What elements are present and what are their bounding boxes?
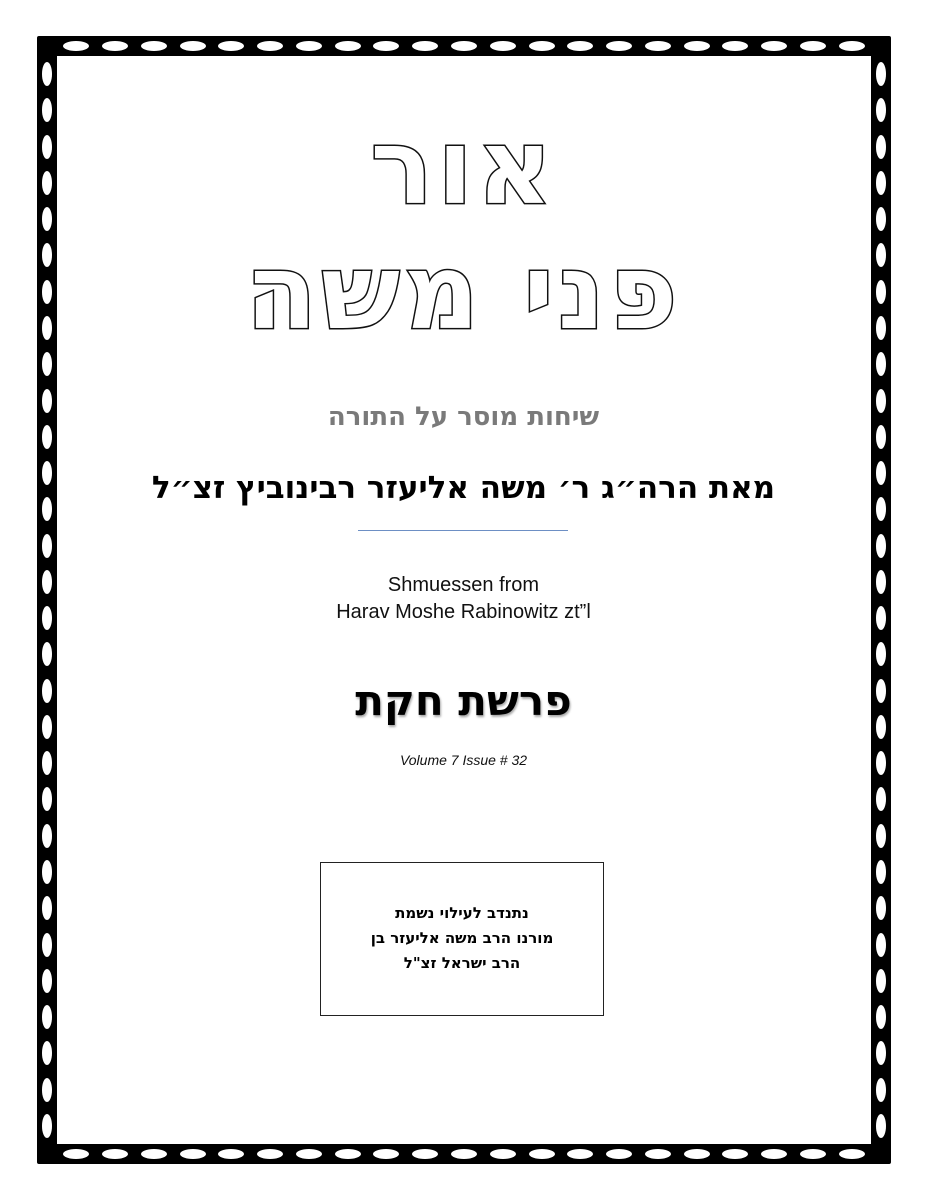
- border-dot: [296, 41, 322, 51]
- volume-issue: Volume 7 Issue # 32: [399, 752, 528, 768]
- dedication-line-2: מורנו הרב משה אליעזר בן: [370, 929, 554, 947]
- parsha-title: פרשת חקת: [355, 676, 572, 725]
- border-dot: [335, 41, 361, 51]
- title-line-2: פני משה: [245, 231, 682, 353]
- border-dot: [876, 534, 886, 558]
- border-dot: [529, 1149, 555, 1159]
- border-dot: [839, 41, 865, 51]
- border-dot: [761, 41, 787, 51]
- border-dot: [876, 62, 886, 86]
- border-dot: [451, 1149, 477, 1159]
- border-dot: [42, 933, 52, 957]
- border-dot: [645, 41, 671, 51]
- border-dot: [876, 824, 886, 848]
- english-subtitle: [0, 572, 927, 626]
- dedication-line-3: הרב ישראל זצ"ל: [403, 954, 521, 972]
- title-line-1: אור: [370, 106, 557, 228]
- border-dot: [42, 62, 52, 86]
- dedication-box: [320, 862, 604, 1016]
- border-dot: [876, 1078, 886, 1102]
- border-dot: [42, 1114, 52, 1138]
- border-dot: [606, 1149, 632, 1159]
- border-dot: [257, 41, 283, 51]
- divider-line: [358, 530, 568, 531]
- border-dot: [296, 1149, 322, 1159]
- dedication-line-1: נתנדב לעילוי נשמת: [395, 904, 529, 922]
- subtitle: שיחות מוסר על התורה: [327, 402, 600, 432]
- border-dot: [141, 41, 167, 51]
- border-dot: [335, 1149, 361, 1159]
- border-dot: [42, 824, 52, 848]
- border-dot: [490, 1149, 516, 1159]
- border-dot: [684, 1149, 710, 1159]
- english-line-2: Harav Moshe Rabinowitz zt”l: [336, 601, 591, 623]
- author-line: מאת הרה״ג ר׳ משה אליעזר רבינוביץ זצ״ל: [151, 470, 776, 506]
- border-dot: [606, 41, 632, 51]
- border-dot: [102, 41, 128, 51]
- border-dot: [42, 1078, 52, 1102]
- border-dot: [876, 1005, 886, 1029]
- border-dot: [800, 41, 826, 51]
- border-dot: [42, 1005, 52, 1029]
- border-dot: [180, 1149, 206, 1159]
- border-dot: [839, 1149, 865, 1159]
- english-line-1: Shmuessen from: [387, 574, 540, 596]
- border-dot: [529, 41, 555, 51]
- border-dot: [876, 969, 886, 993]
- border-dot: [141, 1149, 167, 1159]
- border-dot: [876, 1114, 886, 1138]
- border-dot: [42, 860, 52, 884]
- dedication-text: [321, 901, 603, 976]
- border-dot: [180, 41, 206, 51]
- border-dot: [102, 1149, 128, 1159]
- border-dot: [645, 1149, 671, 1159]
- border-dot: [42, 534, 52, 558]
- border-dot: [684, 41, 710, 51]
- border-dot: [876, 860, 886, 884]
- border-dot: [761, 1149, 787, 1159]
- border-dot: [490, 41, 516, 51]
- border-dot: [876, 933, 886, 957]
- border-dot: [800, 1149, 826, 1159]
- border-dot: [42, 969, 52, 993]
- border-dot: [451, 41, 477, 51]
- border-dot: [257, 1149, 283, 1159]
